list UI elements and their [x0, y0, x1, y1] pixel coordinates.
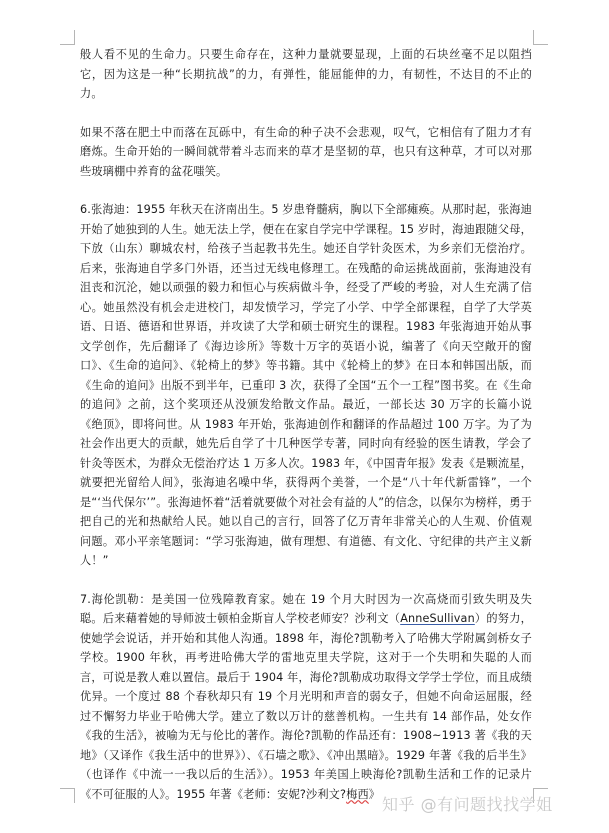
spellcheck-underlined-word: 梅西 — [346, 787, 369, 801]
margin-corner-mark — [60, 788, 75, 803]
document-body — [80, 45, 532, 804]
paragraph-grass: 如果不落在肥土中而落在瓦砾中，有生命的种子决不会悲观，叹气，它相信有了阻力才有磨炼。生命开始的一瞬间就带着斗志而来的草才是坚韧的草，也只有这种草，才可以对那些玻璃棚中养育的盆花嗤笑。 — [80, 125, 532, 178]
helen-keller-text-part1: 7.海伦凯勒：是美国一位残障教育家。她在 19 个月大时因为一次高烧而引致失明及失聪。后来藉着她的导师波士顿柏金斯盲人学校老师安？沙利文（ — [80, 592, 532, 625]
helen-keller-text-end: 》 — [368, 787, 381, 801]
paragraph-vitality: 般人看不见的生命力。只要生命存在，这种力量就要显现，上面的石块丝毫不足以阻挡它，因为这是一种“长期抗战”的力，有弹性，能屈能伸的力，有韧性，不达目的不止的力。 — [80, 48, 532, 100]
margin-corner-mark — [533, 30, 548, 45]
sullivan-name: AnneSullivan — [400, 612, 475, 625]
zhihu-watermark: 知乎 @有问题找找学姐 — [382, 795, 553, 814]
paragraph-helen-keller — [80, 590, 532, 805]
margin-corner-mark — [60, 30, 75, 45]
paragraph-zhang-haidi: 6.张海迪：1955 年秋天在济南出生。5 岁患脊髓病，胸以下全部瘫痪。从那时起，张海迪开始了她独到的人生。她无法上学，便在在家自学完中学课程。15 岁时，海迪跟随父母，下放（山东）聊城农村，给孩子当起教书先生。她还自学针灸医术，为乡亲们无偿治疗。后来，张海迪自学多门外语，还当过无线电修理工。在残酷的命运挑战面前，张海迪没有沮丧和沉沦，她以顽强的毅力和恒心与疾病做斗争，经受了严峻的考验，对人生充满了信心。她虽然没有机会走进校门，却发愤学习，学完了小学、中学全部课程，自学了大学英语、日语、德语和世界语，并攻读了大学和硕士研究生的课程。1983 年张海迪开始从事文学创作，先后翻译了《海边诊所》等数十万字的英语小说，编著了《向天空敞开的窗口》、《生命的追问》、《轮椅上的梦》等书籍。其中《轮椅上的梦》在日本和韩国出版，而《生命的追问》出版不到半年，已重印 3 次，获得了全国“五个一工程”图书奖。在《生命的追问》之前，这个奖项还从没颁发给散文作品。最近，一部长达 30 万字的长篇小说《绝顶》，即将问世。从 1983 年开始，张海迪创作和翻译的作品超过 100 万字。为了为社会作出更大的贡献，她先后自学了十几种医学专著，同时向有经验的医生请教，学会了针灸等医术，为群众无偿治疗达 1 万多人次。1983 年，《中国青年报》发表《是颗流星，就要把光留给人间》，张海迪名噪中华，获得两个美誉，一个是“八十年代新雷锋”，一个是“‘当代保尔’”。张海迪怀着“活着就要做个对社会有益的人”的信念，以保尔为榜样，勇于把自己的光和热献给人民。她以自己的言行，回答了亿万青年非常关心的人生观、价值观问题。邓小平亲笔题词：“学习张海迪，做有理想、有道德、有文化、守纪律的共产主义新人！” — [80, 203, 532, 567]
helen-keller-text-part2: ）的努力，使她学会说话，并开始和其他人沟通。1898 年，海伦?凯勒考入了哈佛大学附属剑桥女子学校。1900 年秋，再考进哈佛大学的雷地克里夫学院，这对于一个失明和失聪的人而言，可说是教人难以置信。最后于 1904 年，海伦?凯勒成功取得文学学士学位，而且成绩优异。一个度过 88 个春秋却只有 19 个月光明和声音的弱女子，但她不向命运屈服，经过不懈努力毕业于哈佛大学。建立了数以万计的慈善机构。一生共有 14 部作品，处女作《我的生活》，被喻为无与伦比的著作。海伦?凯勒的作品还有：1908~1913 著《我的天地》（又译作《我生活中的世界》）、《石墙之歌》、《冲出黑暗》。1929 年著《我的后半生》（也译作《中流一一我以后的生活》）。1953 年美国上映海伦?凯勒生活和工作的记录片《不可征服的人》。1955 年著《老师：安妮?沙利文? — [80, 612, 532, 801]
